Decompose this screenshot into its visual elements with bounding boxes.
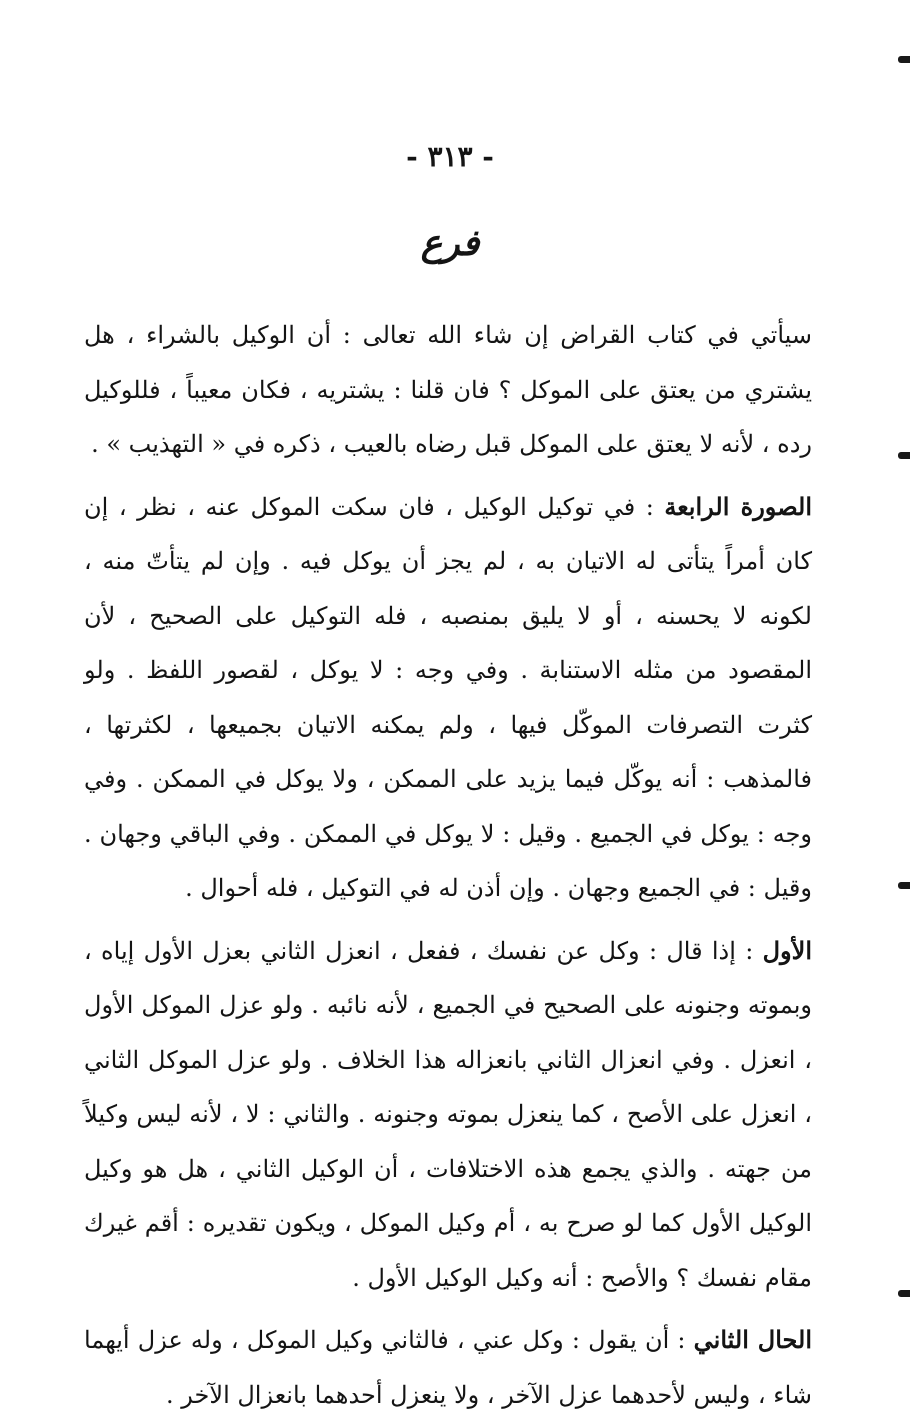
page-number: - ٣١٣ - xyxy=(406,140,494,173)
body-text xyxy=(84,308,812,1422)
paragraph-4-text: : أن يقول : وكل عني ، فالثاني وكيل الموكل ، وله عزل أيهما شاء ، وليس لأحدهما عزل الآخر ، ولا ينعزل أحدهما بانعزال الآخر . xyxy=(84,1326,812,1409)
scan-edge-mark xyxy=(898,56,910,63)
scan-edge-mark xyxy=(898,452,910,459)
scan-edge-mark xyxy=(898,1290,910,1297)
paragraph-3 xyxy=(84,924,812,1306)
paragraph-4-lead: الحال الثاني xyxy=(693,1325,813,1354)
paragraph-4 xyxy=(84,1313,812,1422)
paragraph-3-text: : إذا قال : وكل عن نفسك ، ففعل ، انعزل الثاني بعزل الأول إياه ، وبموته وجنونه على الصحيح في الجميع ، لأنه نائبه . ولو عزل الموكل الأول ، انعزل . وفي انعزال الثاني بانعزاله هذا الخلاف . ولو عزل الموكل الثاني ، انعزل على الأصح ، كما ينعزل بموته وجنونه . والثاني : لا ، لأنه ليس وكيلاً من جهته . والذي يجمع هذه الاختلافات ، أن الوكيل الثاني ، هل هو وكيل الوكيل الأول كما لو صرح به ، أم وكيل الموكل ، ويكون تقديره : أقم غيرك مقام نفسك ؟ والأصح : أنه وكيل الوكيل الأول . xyxy=(84,936,812,1292)
paragraph-2-text: : في توكيل الوكيل ، فان سكت الموكل عنه ، نظر ، إن كان أمراً يتأتى له الاتيان به ، لم يجز أن يوكل فيه . وإن لم يتأتّ منه ، لكونه لا يحسنه ، أو لا يليق بمنصبه ، فله التوكيل على الصحيح ، لأن المقصود من مثله الاستنابة . وفي وجه : لا يوكل ، لقصور اللفظ . ولو كثرت التصرفات الموكّل فيها ، ولم يمكنه الاتيان بجميعها ، لكثرتها ، فالمذهب : أنه يوكّل فيما يزيد على الممكن ، ولا يوكل في الممكن . وفي وجه : يوكل في الجميع . وقيل : لا يوكل في الممكن . وفي الباقي وجهان . وقيل : في الجميع وجهان . وإن أذن له في التوكيل ، فله أحوال . xyxy=(84,492,812,902)
paragraph-2 xyxy=(84,480,812,916)
paragraph-2-lead: الصورة الرابعة xyxy=(664,491,812,521)
paragraph-1 xyxy=(84,308,812,472)
paragraph-3-lead: الأول xyxy=(762,935,812,965)
paragraph-1-text: سيأتي في كتاب القراض إن شاء الله تعالى : أن الوكيل بالشراء ، هل يشتري من يعتق على الموكل ؟ فان قلنا : يشتريه ، فكان معيباً ، فللوكيل رده ، لأنه لا يعتق على الموكل قبل رضاه بالعيب ، ذكره في « التهذيب » . xyxy=(84,321,812,458)
scan-edge-mark xyxy=(898,882,910,889)
section-title: فرع xyxy=(420,222,480,264)
